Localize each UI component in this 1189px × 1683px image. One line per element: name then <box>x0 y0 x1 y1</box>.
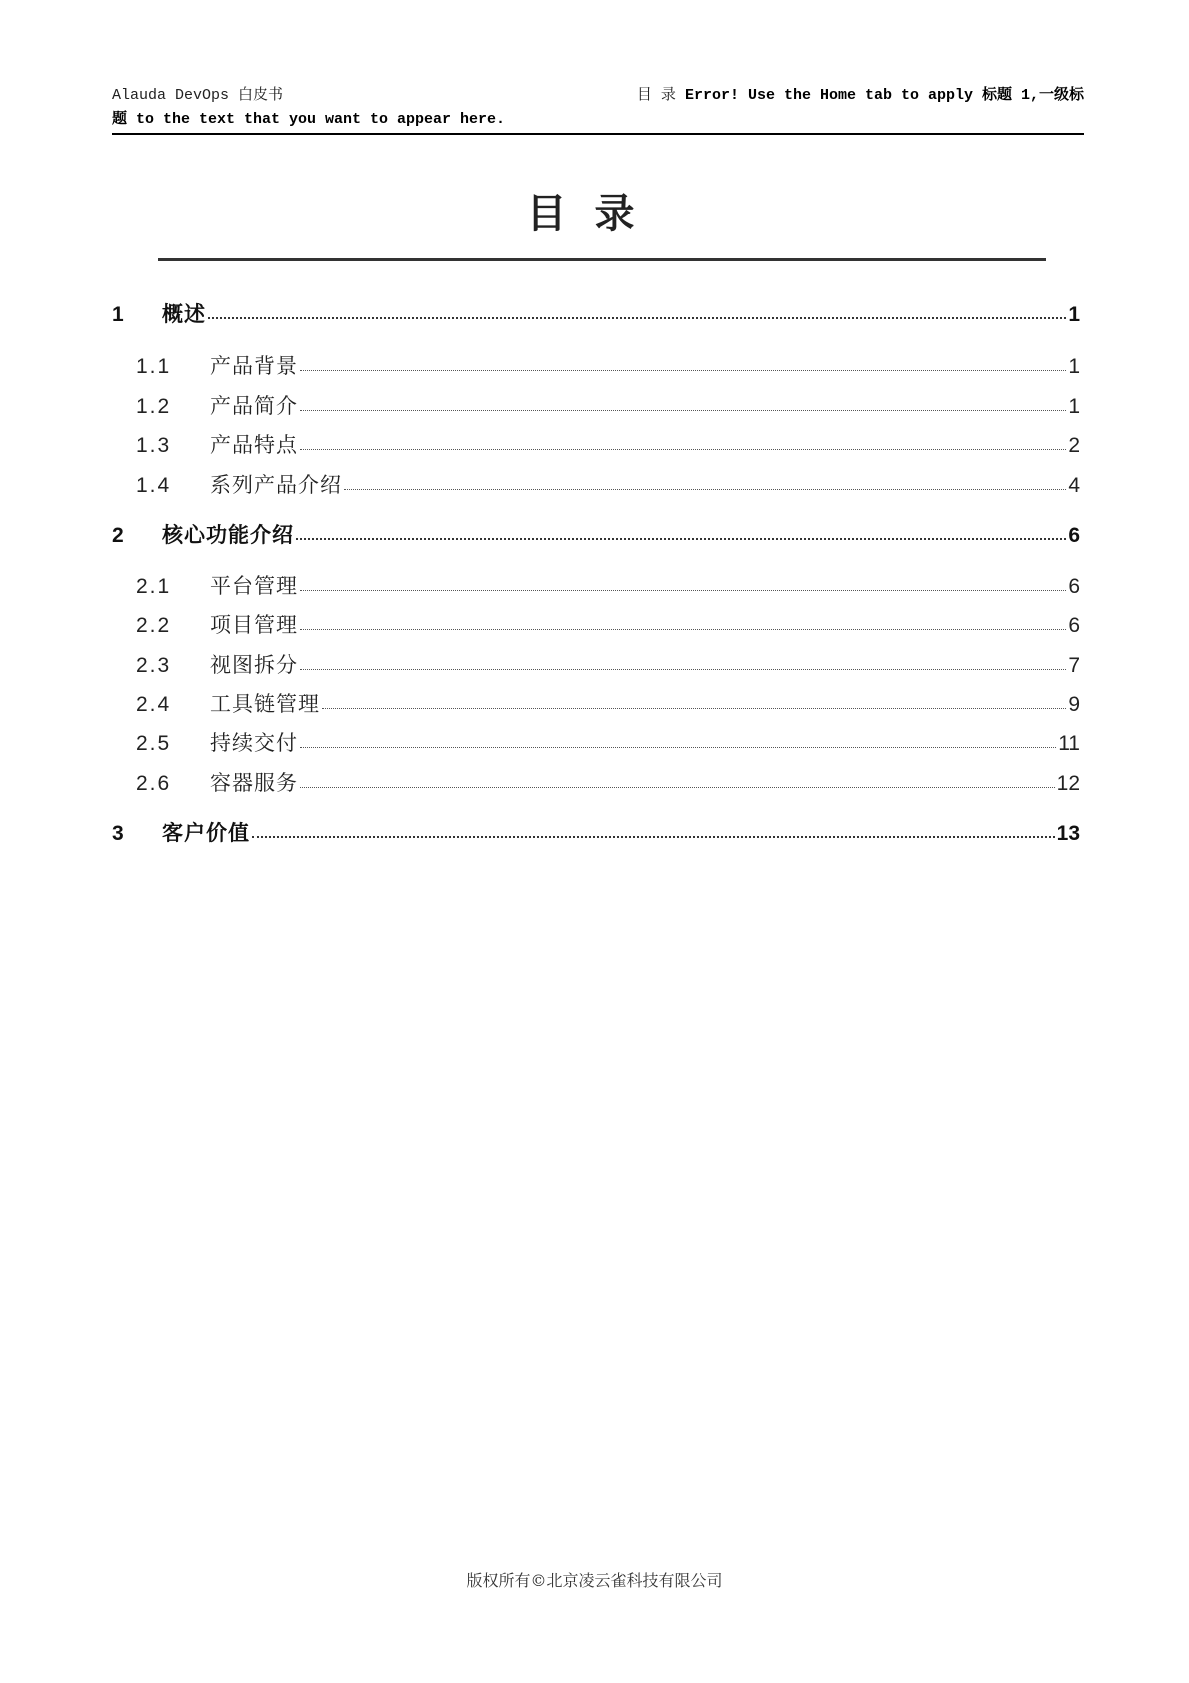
toc-entry-number: 1.2 <box>136 395 172 418</box>
toc-entry-number: 2.1 <box>136 575 172 598</box>
toc-dot-leader <box>300 572 1066 593</box>
toc-entry-page-number: 1 <box>1068 355 1080 378</box>
header-section-field <box>637 84 1084 108</box>
toc-dot-leader <box>208 300 1066 321</box>
header-field-error: Error! Use the Home tab to apply 标题 1,一级标 <box>684 87 1084 104</box>
toc-entry[interactable] <box>112 817 1080 847</box>
toc-entry[interactable] <box>136 688 1080 718</box>
toc-entry-page-number: 4 <box>1068 474 1080 497</box>
toc-entry-number: 2.3 <box>136 654 172 677</box>
toc-entry-title: 视图拆分 <box>210 654 298 677</box>
toc-dot-leader <box>300 392 1066 413</box>
toc-entry-number: 1.4 <box>136 474 172 497</box>
toc-dot-leader <box>322 690 1066 711</box>
toc-entry[interactable] <box>112 519 1080 549</box>
toc-entry-number: 2.5 <box>136 732 172 755</box>
toc-entry-page-number: 6 <box>1068 575 1080 598</box>
toc-entry-number: 1.3 <box>136 434 172 457</box>
toc-dot-leader <box>300 611 1066 632</box>
toc-entry-page-number: 13 <box>1056 822 1080 845</box>
toc-entry-title: 平台管理 <box>210 575 298 598</box>
toc-entry[interactable] <box>136 767 1080 797</box>
toc-entry-title: 容器服务 <box>210 772 298 795</box>
toc-entry-title: 系列产品介绍 <box>210 474 342 497</box>
toc-entry-number: 2.4 <box>136 693 172 716</box>
toc-heading: 目录 <box>526 191 663 237</box>
toc-entry[interactable] <box>136 429 1080 459</box>
toc-entry[interactable] <box>136 609 1080 639</box>
toc-entry-page-number: 6 <box>1068 524 1080 547</box>
toc-entry-title: 产品背景 <box>210 355 298 378</box>
toc-entry[interactable] <box>136 649 1080 679</box>
toc-entry[interactable] <box>136 350 1080 380</box>
toc-dot-leader <box>300 729 1056 750</box>
toc-entry-title: 概述 <box>162 303 206 326</box>
toc-entry-page-number: 1 <box>1068 395 1080 418</box>
toc-entry-page-number: 7 <box>1068 654 1080 677</box>
toc-entry-number: 3 <box>112 822 124 845</box>
toc-dot-leader <box>300 651 1066 672</box>
toc-dot-leader <box>300 431 1066 452</box>
toc-entry-page-number: 11 <box>1058 732 1080 755</box>
page-header <box>112 84 1084 132</box>
toc-dot-leader <box>296 521 1066 542</box>
page-footer-copyright: 版权所有©北京凌云雀科技有限公司 <box>466 1571 723 1590</box>
toc-entry-page-number: 1 <box>1068 303 1080 326</box>
toc-entry-title: 客户价值 <box>162 822 250 845</box>
toc-entry[interactable] <box>136 469 1080 499</box>
toc-entry-number: 1 <box>112 303 124 326</box>
toc-entry-number: 2.2 <box>136 614 172 637</box>
toc-entry[interactable] <box>136 570 1080 600</box>
toc-entry[interactable] <box>136 390 1080 420</box>
toc-dot-leader <box>300 769 1055 790</box>
toc-entry-title: 产品简介 <box>210 395 298 418</box>
header-field-error-continuation: 题 to the text that you want to appear here. <box>112 111 506 128</box>
header-doc-title: Alauda DevOps 白皮书 <box>112 87 284 104</box>
toc-entry-title: 产品特点 <box>210 434 298 457</box>
toc-entry-page-number: 2 <box>1068 434 1080 457</box>
toc-dot-leader <box>300 352 1066 373</box>
toc-entry-page-number: 9 <box>1068 693 1080 716</box>
header-divider <box>112 133 1084 135</box>
toc-entry-number: 2 <box>112 524 124 547</box>
toc-entry[interactable] <box>112 298 1080 328</box>
toc-entry-title: 持续交付 <box>210 732 298 755</box>
toc-entry[interactable] <box>136 727 1080 757</box>
toc-dot-leader <box>252 819 1055 840</box>
header-section-label: 目 录 <box>636 87 676 104</box>
toc-entry-page-number: 12 <box>1056 772 1080 795</box>
toc-heading-underline <box>158 258 1046 261</box>
toc-entry-page-number: 6 <box>1068 614 1080 637</box>
toc-entry-title: 项目管理 <box>210 614 298 637</box>
toc-entry-title: 工具链管理 <box>210 693 320 716</box>
toc-dot-leader <box>344 471 1066 492</box>
toc-entry-number: 1.1 <box>136 355 172 378</box>
toc-entry-number: 2.6 <box>136 772 172 795</box>
toc-entry-title: 核心功能介绍 <box>162 524 294 547</box>
